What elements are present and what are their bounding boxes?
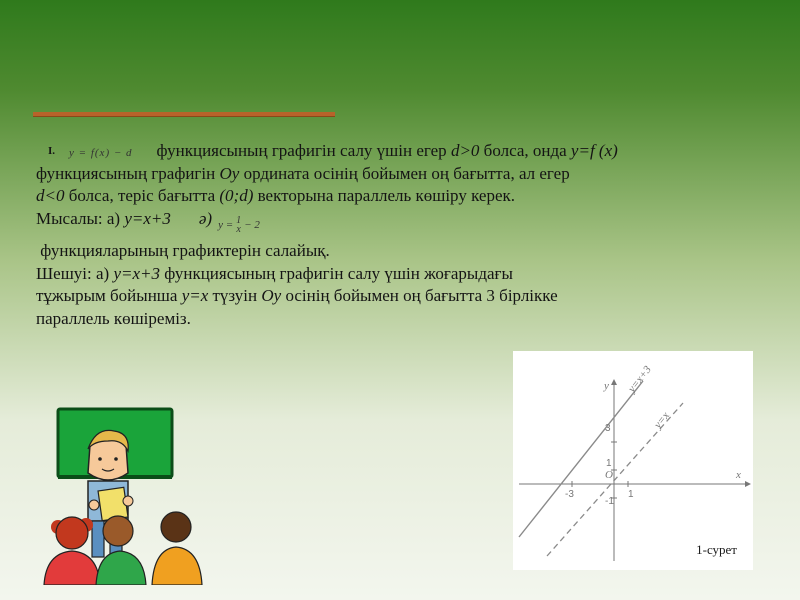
tick-label-neg3: -3 <box>565 489 574 500</box>
text-line-6: Шешуі: а) y=x+3 функциясының графигін салу үшін жоғарыдағы <box>36 263 513 283</box>
text-line-3: d<0 болса, теріс бағытта (0;d) векторына параллель көшіру керек. <box>36 186 516 205</box>
formula-shift-image: y = f(x) − d <box>69 147 133 159</box>
label-line2: y=x <box>651 409 672 431</box>
axis-y-label: y <box>604 380 609 392</box>
figure-caption: 1-сурет <box>696 542 737 557</box>
lesson-text <box>36 140 771 330</box>
line-y-eq-x-plus-3 <box>519 381 643 537</box>
student-boy-icon <box>152 512 202 585</box>
tick-label-1y: 1 <box>606 458 612 469</box>
text-line-7: тұжырым бойынша y=x түзуін Оу осінің бойымен оң бағытта 3 бірлікке <box>36 286 558 305</box>
label-line1: y=x+3 <box>625 363 654 395</box>
item-marker: I. <box>48 145 56 157</box>
text-line-4: Мысалы: а) y=x+3 ә) y = 1 x − 2 <box>36 208 260 235</box>
graph-figure <box>513 351 753 570</box>
text-line-8: параллель көшіреміз. <box>36 308 191 328</box>
x-axis-arrow-icon <box>745 481 751 487</box>
teacher-classroom-illustration <box>36 403 214 585</box>
title-underline <box>33 112 335 117</box>
tick-label-1x: 1 <box>628 489 634 500</box>
y-axis-arrow-icon <box>611 379 617 385</box>
tick-label-neg1y: -1 <box>605 496 614 507</box>
axis-x-label: x <box>736 469 741 481</box>
text-line-5: функцияларының графиктерін салайық. <box>40 241 330 260</box>
formula-reciprocal-image: y = 1 x − 2 <box>218 214 260 235</box>
tick-label-3: 3 <box>605 423 611 434</box>
text-line-1: $^{I.}$ y = f(x) − d функциясының графигін салу үшін егер d>0 болса, онда y=f (x) <box>36 140 771 163</box>
text-line-2: функциясының графигін Оу ордината осінің бойымен оң бағытта, ал егер <box>36 163 570 183</box>
graph-svg <box>513 351 753 570</box>
origin-label: O <box>605 469 613 481</box>
